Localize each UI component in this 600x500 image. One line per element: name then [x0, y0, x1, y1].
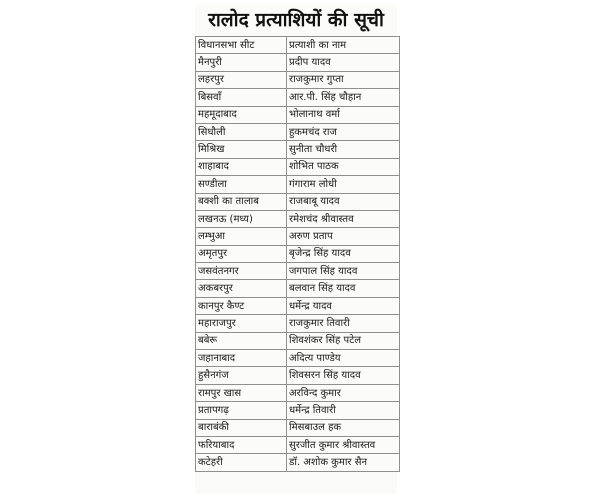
table-row [196, 245, 400, 262]
seat-cell: बिसवाँ [196, 89, 287, 106]
candidate-cell: अदित्य पाण्डेय [287, 350, 400, 367]
seat-cell: महाराजपुर [196, 315, 287, 332]
news-clipping [195, 4, 397, 494]
seat-cell: सिधौली [196, 123, 287, 140]
seat-cell: बबेरू [196, 332, 287, 349]
candidate-cell: हुकमचंद राज [287, 123, 400, 140]
seat-cell: मिश्रिख [196, 141, 287, 158]
candidate-cell: राजबाबू यादव [287, 193, 400, 210]
candidate-cell: रमेशचंद श्रीवास्तव [287, 210, 400, 227]
seat-cell: जसवंतनगर [196, 263, 287, 280]
table-row [196, 350, 400, 367]
seat-cell: बक्शी का तालाब [196, 193, 287, 210]
page-title: रालोद प्रत्याशियों की सूची [208, 9, 384, 31]
candidate-cell: अरविन्द कुमार [287, 384, 400, 401]
candidate-cell: बलवान सिंह यादव [287, 280, 400, 297]
seat-cell: सण्डीला [196, 176, 287, 193]
seat-cell: महमूदाबाद [196, 106, 287, 123]
seat-cell: लहरपुर [196, 71, 287, 88]
candidate-cell: मिसबाउल हक [287, 419, 400, 436]
table-row [196, 210, 400, 227]
table-row [196, 193, 400, 210]
candidate-cell: डॉ. अशोक कुमार सैन [287, 454, 400, 471]
candidate-table [195, 36, 400, 472]
candidate-cell: राजकुमार तिवारी [287, 315, 400, 332]
seat-cell: मैनपुरी [196, 54, 287, 71]
table-row [196, 141, 400, 158]
table-row [196, 89, 400, 106]
table-row [196, 280, 400, 297]
candidate-cell: सुरजीत कुमार श्रीवास्तव [287, 436, 400, 453]
seat-cell: शाहाबाद [196, 158, 287, 175]
table-row [196, 454, 400, 471]
candidate-cell: प्रदीप यादव [287, 54, 400, 71]
candidate-cell: शिवशंकर सिंह पटेल [287, 332, 400, 349]
candidate-cell: जगपाल सिंह यादव [287, 263, 400, 280]
table-row [196, 71, 400, 88]
table-row [196, 332, 400, 349]
table-row [196, 419, 400, 436]
seat-cell: फरियाबाद [196, 436, 287, 453]
table-row [196, 297, 400, 314]
table-row [196, 367, 400, 384]
table-row [196, 384, 400, 401]
table-row [196, 315, 400, 332]
table-row [196, 263, 400, 280]
candidate-cell: अरुण प्रताप [287, 228, 400, 245]
table-row [196, 106, 400, 123]
candidate-cell: गंगाराम लोधी [287, 176, 400, 193]
candidate-cell: भोलानाथ वर्मा [287, 106, 400, 123]
seat-cell: रामपुर खास [196, 384, 287, 401]
seat-cell: अकबरपुर [196, 280, 287, 297]
seat-cell: अमृतपुर [196, 245, 287, 262]
table-row [196, 158, 400, 175]
table-header-row [196, 37, 400, 54]
candidate-cell: आर.पी. सिंह चौहान [287, 89, 400, 106]
table-row [196, 123, 400, 140]
seat-cell: कानपुर कैण्ट [196, 297, 287, 314]
candidate-cell: सुनीता चौधरी [287, 141, 400, 158]
candidate-cell: शोभित पाठक [287, 158, 400, 175]
candidate-cell: राजकुमार गुप्ता [287, 71, 400, 88]
candidate-cell: धर्मेन्द्र तिवारी [287, 402, 400, 419]
table-row [196, 54, 400, 71]
seat-cell: प्रतापगढ़ [196, 402, 287, 419]
seat-cell: जहानाबाद [196, 350, 287, 367]
seat-cell: लखनऊ (मध्य) [196, 210, 287, 227]
header-candidate: प्रत्याशी का नाम [287, 37, 400, 54]
table-row [196, 436, 400, 453]
seat-cell: लम्भुआ [196, 228, 287, 245]
table-row [196, 176, 400, 193]
table-row [196, 402, 400, 419]
seat-cell: कटेहरी [196, 454, 287, 471]
seat-cell: बाराबंकी [196, 419, 287, 436]
table-row [196, 228, 400, 245]
candidate-cell: बृजेन्द्र सिंह यादव [287, 245, 400, 262]
header-seat: विधानसभा सीट [196, 37, 287, 54]
candidate-cell: शिवसरन सिंह यादव [287, 367, 400, 384]
candidate-cell: धर्मेन्द्र यादव [287, 297, 400, 314]
seat-cell: हुसैनगंज [196, 367, 287, 384]
